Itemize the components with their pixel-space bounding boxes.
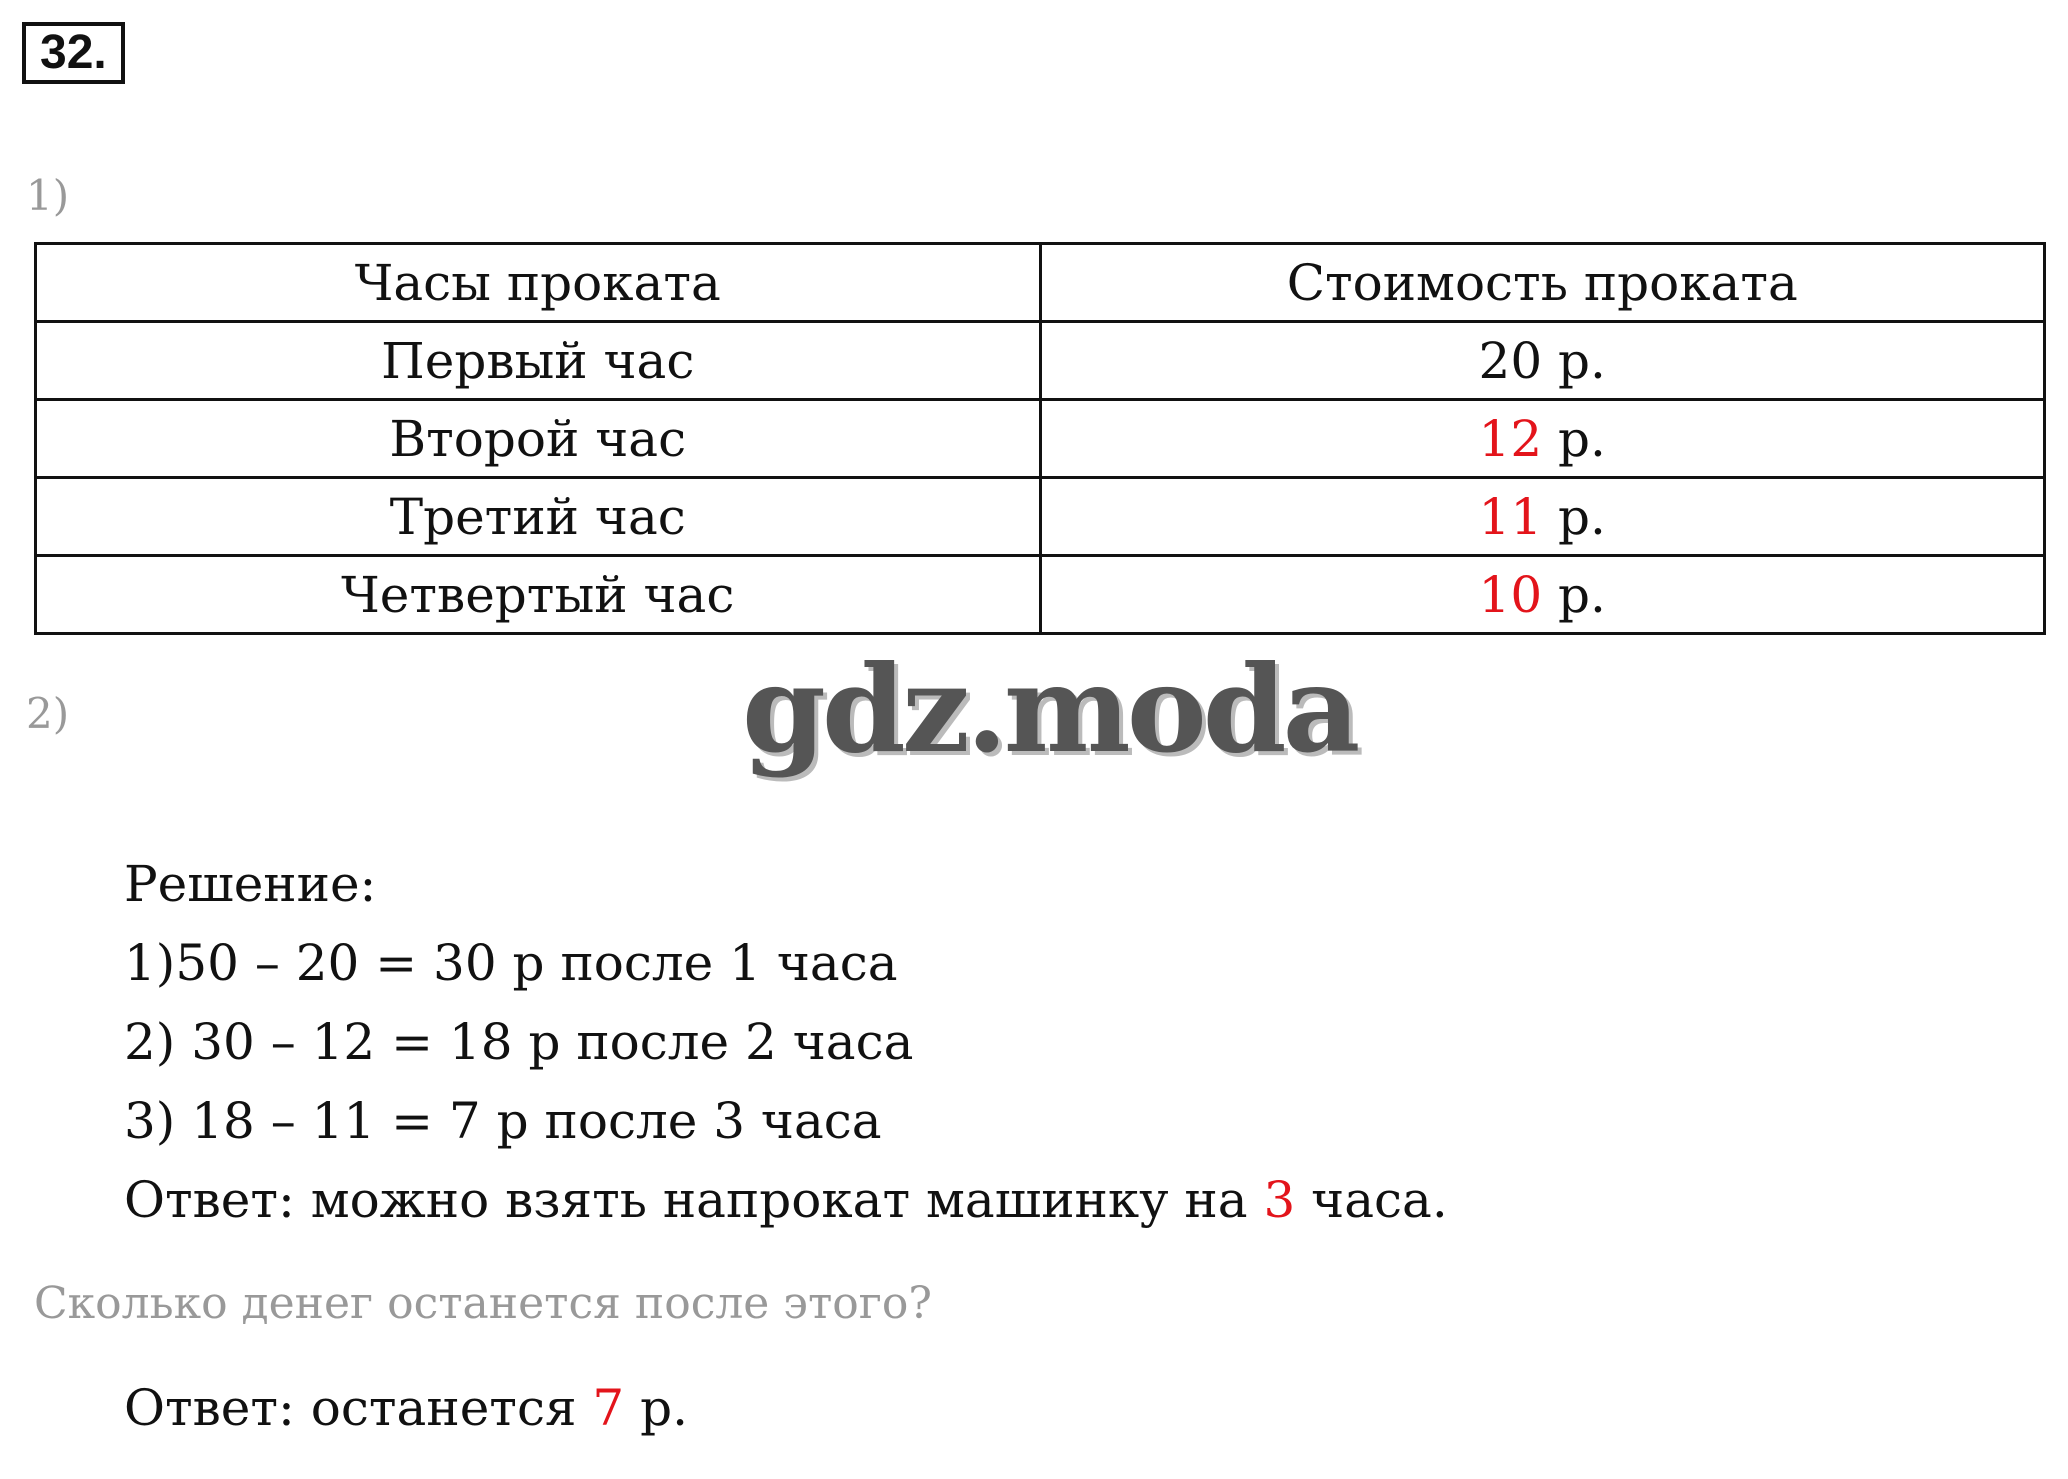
answer-1-prefix: Ответ: можно взять напрокат машинку на xyxy=(124,1171,1264,1229)
cell-hour: Первый час xyxy=(36,322,1041,400)
cell-cost xyxy=(1040,478,2045,556)
answer-2-prefix: Ответ: останется xyxy=(124,1379,593,1437)
cost-value: 10 xyxy=(1478,565,1543,624)
solution-step-2: 2) 30 – 12 = 18 р после 2 часа xyxy=(124,1013,914,1071)
cell-cost xyxy=(1040,556,2045,634)
answer-1-suffix: часа. xyxy=(1295,1171,1448,1229)
cell-cost xyxy=(1040,322,2045,400)
cost-unit: р. xyxy=(1542,565,1606,624)
question-2: Сколько денег останется после этого? xyxy=(34,1278,932,1329)
cost-value: 12 xyxy=(1478,409,1543,468)
table-row xyxy=(36,478,2045,556)
answer-2-suffix: р. xyxy=(624,1379,688,1437)
cell-hour: Третий час xyxy=(36,478,1041,556)
header-rental-hours: Часы проката xyxy=(36,244,1041,322)
cost-unit: р. xyxy=(1542,331,1606,390)
rental-cost-table xyxy=(34,242,2046,635)
answer-2-value: 7 xyxy=(592,1379,625,1437)
table-header-row xyxy=(36,244,2045,322)
watermark-logo: gdz.moda xyxy=(742,639,1357,780)
table-row xyxy=(36,322,2045,400)
table-row xyxy=(36,556,2045,634)
cell-hour: Четвертый час xyxy=(36,556,1041,634)
cost-value: 11 xyxy=(1478,487,1543,546)
cell-hour: Второй час xyxy=(36,400,1041,478)
part-2-label: 2) xyxy=(26,689,70,738)
answer-1-value: 3 xyxy=(1263,1171,1296,1229)
cost-unit: р. xyxy=(1542,409,1606,468)
task-number: 32. xyxy=(22,22,125,84)
cell-cost xyxy=(1040,400,2045,478)
header-rental-cost: Стоимость проката xyxy=(1040,244,2045,322)
answer-1 xyxy=(124,1170,1448,1230)
solution-step-3: 3) 18 – 11 = 7 р после 3 часа xyxy=(124,1092,882,1150)
solution-heading: Решение: xyxy=(124,855,377,913)
part-1-label: 1) xyxy=(26,171,70,220)
table-row xyxy=(36,400,2045,478)
cost-unit: р. xyxy=(1542,487,1606,546)
cost-value: 20 xyxy=(1478,331,1543,390)
solution-step-1: 1)50 – 20 = 30 р после 1 часа xyxy=(124,934,898,992)
answer-2 xyxy=(124,1378,688,1438)
